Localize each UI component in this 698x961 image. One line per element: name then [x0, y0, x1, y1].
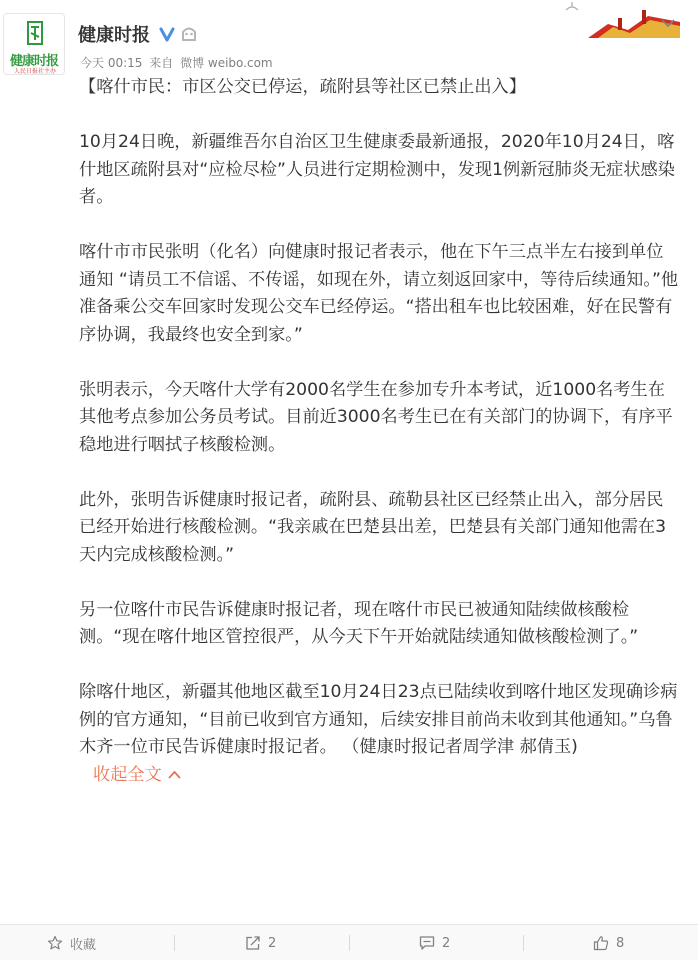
more-options-chevron-icon[interactable]: [661, 18, 675, 28]
collapse-full-text-link[interactable]: [93, 765, 181, 785]
user-name-row: [78, 20, 198, 48]
post-content: [79, 74, 679, 789]
like-button[interactable]: [593, 925, 624, 961]
divider: [349, 935, 350, 951]
action-bar: [0, 924, 698, 960]
repost-button[interactable]: [245, 925, 276, 961]
verified-icon[interactable]: [158, 25, 176, 43]
post-meta: [80, 54, 276, 71]
source-link[interactable]: 微博 weibo.com: [180, 56, 273, 70]
star-icon: [47, 935, 63, 951]
comment-icon: [419, 935, 435, 951]
paragraph-3: 张明表示，今天喀什大学有2000名学生在参加专升本考试，近1000名考生在其他考点参加公务员考试。目前近3000名考生已在有关部门的协调下，有序平稳地进行咽拭子核酸检测。: [79, 379, 673, 455]
paragraph-6-text: 除喀什地区，新疆其他地区截至10月24日23点已陆续收到喀什地区发现确诊病例的官方通知，“目前已收到官方通知，后续安排目前尚未收到其他通知。”乌鲁木齐一位市民告诉健康时报记者。 （健康时报记者周学津 郝倩玉): [79, 682, 678, 757]
paragraph-6: [79, 679, 679, 789]
paragraph-5: 另一位喀什市民告诉健康时报记者，现在喀什市民已被通知陆续做核酸检测。“现在喀什地区管控很严，从今天下午开始就陆续通知做核酸检测了。”: [79, 599, 639, 647]
logo-mark-icon: [26, 20, 44, 46]
user-name-link[interactable]: 健康时报: [78, 25, 150, 46]
comment-button[interactable]: [419, 925, 450, 961]
member-badge-icon[interactable]: [180, 25, 198, 43]
chevron-up-icon: [168, 770, 181, 779]
paragraph-1: 10月24日晚，新疆维吾尔自治区卫生健康委最新通报，2020年10月24日，喀什地区疏附县对“应检尽检”人员进行定期检测中，发现1例新冠肺炎无症状感染者。: [79, 132, 675, 207]
comment-count: 2: [442, 935, 451, 951]
favorite-label: 收藏: [70, 937, 97, 953]
collapse-label: 收起全文: [93, 764, 162, 785]
post-title: 【喀什市民：市区公交已停运，疏附县等社区已禁止出入】: [79, 77, 526, 97]
logo-text: 健康时报: [9, 54, 58, 69]
favorite-button[interactable]: [47, 925, 96, 961]
repost-count: 2: [268, 935, 277, 951]
repost-icon: [245, 935, 261, 951]
divider: [174, 935, 175, 951]
post-time-link[interactable]: 今天 00:15: [80, 56, 143, 70]
thumbs-up-icon: [593, 935, 609, 951]
paragraph-2: 喀什市市民张明（化名）向健康时报记者表示，他在下午三点半左右接到单位通知 “请员工不信谣、不传谣，如现在外，请立刻返回家中，等待后续通知。”他准备乘公交车回家时发现公交车已经停运。“搭出租车也比较困难，好在民警有序协调，我最终也安全到家。”: [79, 242, 679, 345]
paragraph-4: 此外，张明告诉健康时报记者，疏附县、疏勒县社区已经禁止出入，部分居民已经开始进行核酸检测。“我亲戚在巴楚县出差，巴楚县有关部门通知他需在3天内完成核酸检测。”: [79, 489, 667, 565]
avatar[interactable]: [3, 13, 65, 75]
logo-subtitle: 人民日报社主办: [13, 68, 56, 75]
like-count: 8: [616, 935, 625, 951]
from-label: 来自: [149, 56, 174, 70]
divider: [523, 935, 524, 951]
